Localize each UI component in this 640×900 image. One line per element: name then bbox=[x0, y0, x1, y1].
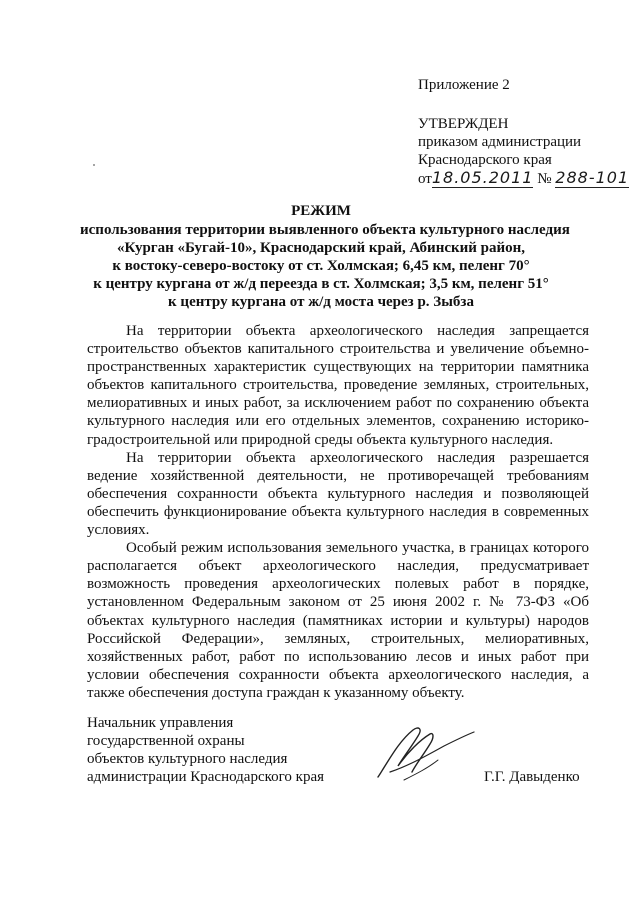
signer-name: Г.Г. Давыденко bbox=[484, 769, 580, 785]
body-paragraph: На территории объекта археологического наследия запрещается строительство объектов капитального строительства и увеличение объемно-пространственных характеристик существующих на территории памятника объектов капитального строительства, проведение земляных, строительных, мелиоративных и иных работ, за исключением работ по сохранению объекта культурного наследия или его отдельных элементов, сохранению историко-градостроительной или природной среды объекта культурного наследия. bbox=[87, 323, 589, 448]
approved-region: Краснодарского края bbox=[418, 152, 552, 168]
order-from-prefix: от bbox=[418, 171, 432, 187]
title-line: использования территории выявленного объекта культурного наследия bbox=[80, 222, 570, 238]
order-number-sign: № bbox=[537, 171, 552, 187]
order-number-handwritten: 288-101 bbox=[555, 168, 630, 187]
appendix-label: Приложение 2 bbox=[418, 77, 510, 93]
approved-label: УТВЕРЖДЕН bbox=[418, 116, 509, 132]
title-line: к центру кургана от ж/д переезда в ст. Холмская; 3,5 км, пеленг 51° bbox=[93, 276, 549, 292]
order-date-handwritten: 18.05.2011 bbox=[431, 168, 534, 187]
title-heading: РЕЖИМ bbox=[291, 203, 351, 219]
approved-by-order: приказом администрации bbox=[418, 134, 582, 150]
order-line bbox=[418, 168, 630, 188]
signer-position bbox=[87, 714, 337, 786]
title-line: «Курган «Бугай-10», Краснодарский край, Абинский район, bbox=[116, 240, 526, 256]
signer-position-line: Начальник управления bbox=[87, 715, 234, 731]
signer-position-line: объектов культурного наследия bbox=[87, 751, 288, 767]
title-line: к востоку-северо-востоку от ст. Холмская; 6,45 км, пеленг 70° bbox=[112, 258, 530, 274]
approval-stamp bbox=[418, 76, 630, 188]
body-paragraph: Особый режим использования земельного участка, в границах которого располагается объект археологического наследия, предусматривает возможность проведения археологических полевых работ в порядке, установленном Федеральным законом от 25 июня 2002 г. № 73-ФЗ «Об объектах культурного наследия (памятниках истории и культуры) народов Российской Федерации», земляных, строительных, мелиоративных, хозяйственных работ, работ по использованию лесов и иных работ при условии обеспечения сохранности объекта археологического наследия, а также обеспечения доступа граждан к указанному объекту. bbox=[87, 540, 589, 701]
title-line: к центру кургана от ж/д моста через р. Зыбза bbox=[168, 294, 474, 310]
signer-position-line: государственной охраны bbox=[87, 733, 245, 749]
scan-speck bbox=[93, 164, 95, 166]
handwritten-signature bbox=[368, 722, 478, 782]
signer-position-line: администрации Краснодарского края bbox=[87, 769, 325, 785]
document-title bbox=[80, 202, 570, 311]
body-paragraph: На территории объекта археологического наследия разрешается ведение хозяйственной деятельности, не противоречащей требованиям обеспечения сохранности объекта культурного наследия и позволяющей обеспечить функционирование объекта культурного наследия в современных условиях. bbox=[87, 449, 589, 539]
document-body bbox=[87, 322, 589, 702]
